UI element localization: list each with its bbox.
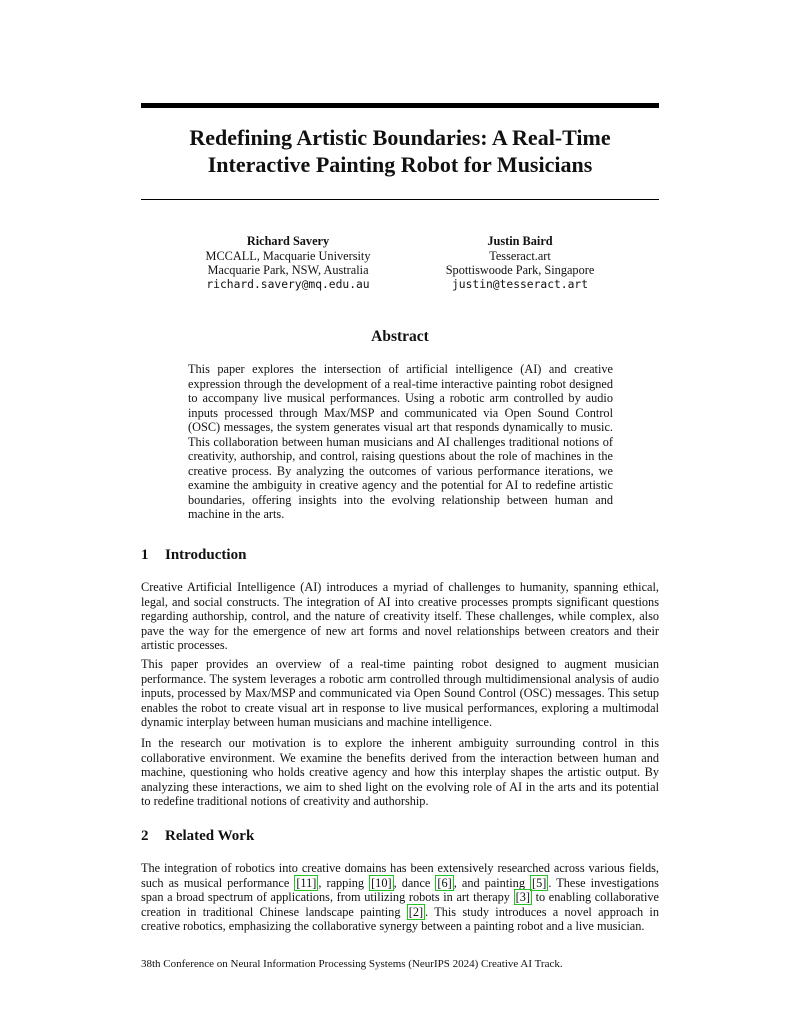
section-title: Related Work [165,828,255,844]
paragraph-text: , dance [393,875,436,890]
footnote: 38th Conference on Neural Information Processing Systems (NeurIPS 2024) Creative AI Track. [141,958,563,970]
intro-paragraph-3: In the research our motivation is to explore the inherent ambiguity surrounding control in this collaborative environment. We examine the benefits derived from the interaction between human and machine, questioning who holds creative agency and how this interplay shapes the artistic output. By analyzing these interactions, we aim to shed light on the evolving role of AI in the arts and its potential to redefine traditional notions of creativity and authorship. [141,736,659,808]
abstract-heading: Abstract [371,328,429,345]
paragraph-text: . This study introduces a novel approach in creative robotics, emphasizing the collaborative synergy between a painting robot and a live musician. [141,904,659,933]
section-heading-related-work [141,828,254,845]
author-email: justin@tesseract.art [451,277,589,291]
abstract-text: This paper explores the intersection of artificial intelligence (AI) and creative expression through the development of a real-time interactive painting robot designed to accompany live musical performances. Using a robotic arm controlled by audio inputs processed through Max/MSP and communicated via Open Sound Control (OSC) messages, the system generates visual art that responds dynamically to music. This collaboration between human musicians and AI challenges traditional notions of creativity, authorship, and control, raising questions about the role of machines in the creative process. By analyzing the outcomes of various performance iterations, we examine the ambiguity in creative agency and the potential for AI to redefine artistic boundaries, offering insights into the evolving relationship between human and machine in the arts. [188,362,613,521]
title-rule [141,199,659,200]
paragraph-text: to enabling collaborative creation in traditional Chinese landscape painting [141,890,659,919]
author-name: Richard Savery [246,234,330,248]
paragraph-text: , and painting [453,875,531,890]
author-block-2 [420,234,620,292]
section-number: 2 [141,828,149,844]
paragraph-text: The integration of robotics into creative domains has been extensively researched across various fields, such as musical performance [141,861,659,890]
citation-link[interactable]: [5] [532,875,547,890]
author-location: Macquarie Park, NSW, Australia [207,263,369,277]
citation-link[interactable]: [10] [371,875,392,890]
section-title: Introduction [165,547,247,563]
section-heading-introduction [141,547,246,564]
author-name: Justin Baird [487,234,553,248]
citation-link[interactable]: [3] [515,890,530,904]
top-rule [141,103,659,108]
paragraph-text: . These investigations span a broad spectrum of applications, from utilizing robots in art therapy [141,875,659,904]
section-number: 1 [141,547,149,563]
citation-link[interactable]: [11] [296,875,317,890]
paragraph-text: , rapping [318,875,370,890]
intro-paragraph-2: This paper provides an overview of a real-time painting robot designed to augment musician performance. The system leverages a robotic arm controlled through multidimensional analysis of audio inputs, processed by Max/MSP and communicated via Open Sound Control (OSC) messages. This setup enables the robot to create visual art in response to live musical performances, exploring a multimodal dynamic interplay between human musicians and machine intelligence. [141,657,659,729]
author-block-1 [190,234,386,292]
author-affiliation: Tesseract.art [489,248,551,263]
paper-title: Redefining Artistic Boundaries: A Real-Time Interactive Painting Robot for Musicians [189,125,611,177]
citation-link[interactable]: [2] [408,904,424,919]
citation-link[interactable]: [6] [437,875,452,890]
intro-paragraph-1: Creative Artificial Intelligence (AI) introduces a myriad of challenges to humanity, spanning ethical, legal, and social constructs. The integration of AI into creative processes prompts significant questions regarding authorship, control, and the nature of creativity itself. These challenges, while complex, also pave the way for the emergence of new art forms and novel relationships between creators and their artistic processes. [141,580,659,652]
related-work-paragraph [141,861,659,934]
author-affiliation: MCCALL, Macquarie University [205,248,371,263]
author-location: Spottiswoode Park, Singapore [445,263,595,277]
author-email: richard.savery@mq.edu.au [206,277,370,291]
